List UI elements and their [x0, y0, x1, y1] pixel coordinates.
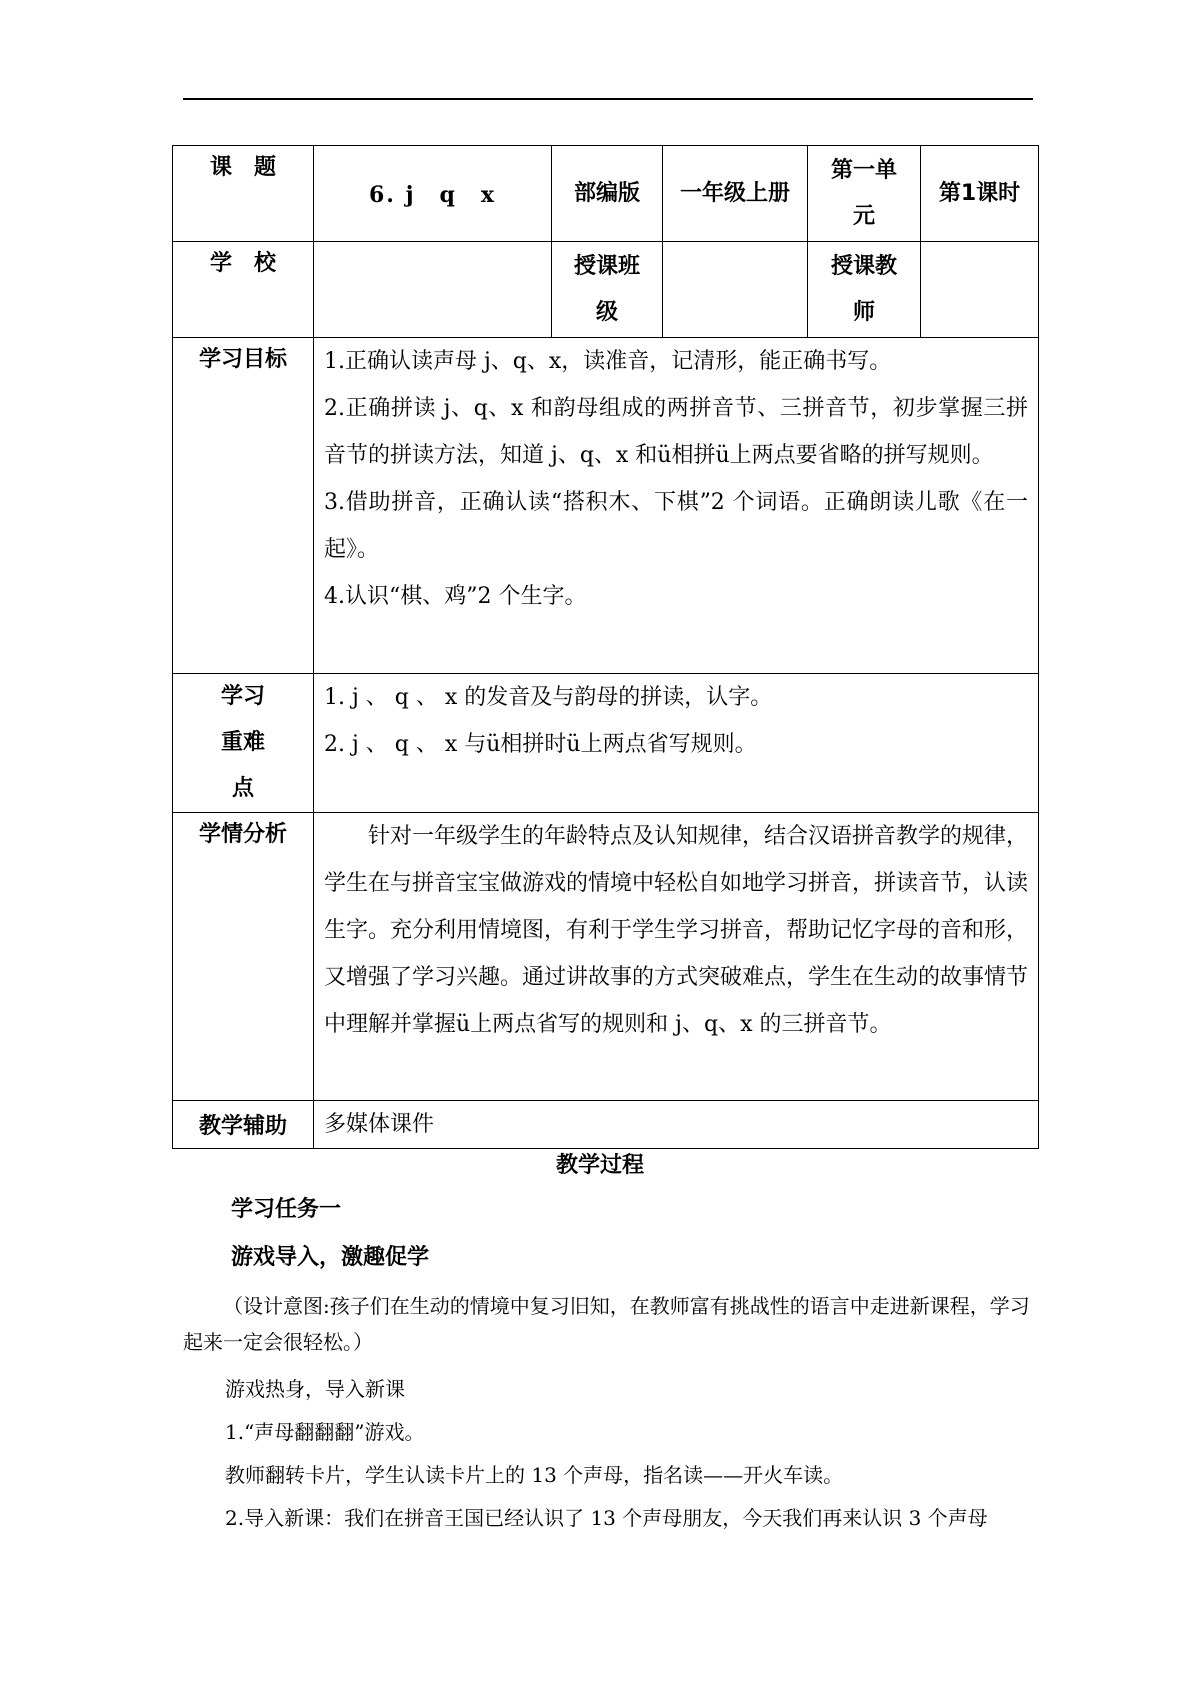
goal-item: 3.借助拼音，正确认读“搭积木、下棋”2 个词语。正确朗读儿歌《在一起》。	[324, 490, 1028, 562]
analysis-text: 针对一年级学生的年龄特点及认知规律，结合汉语拼音教学的规律，学生在与拼音宝宝做游戏的情境中轻松自如地学习拼音，拼读音节，认读生字。充分利用情境图，有利于学生学习拼音，帮助记忆字母的音和形，又增强了学习兴趣。通过讲故事的方式突破难点，学生在生动的故事情节中理解并掌握ü上两点省写的规则和 j、q、x 的三拼音节。	[324, 824, 1029, 1037]
aids-label: 教学辅助	[173, 1101, 314, 1149]
school-value	[314, 242, 552, 338]
aids-row	[173, 1101, 1039, 1149]
process-title: 教学过程	[555, 1153, 644, 1178]
goal-item: 4.认识“棋、鸡”2 个生字。	[324, 584, 587, 609]
step-1-detail: 教师翻转卡片，学生认读卡片上的 13 个声母，指名读——开火车读。	[225, 1463, 844, 1487]
lesson-cell: 第1课时	[921, 146, 1039, 242]
design-intent: （设计意图:孩子们在生动的情境中复习旧知，在教师富有挑战性的语言中走进新课程，学习起来一定会很轻松。）	[183, 1294, 1030, 1354]
key-points-row	[173, 674, 1039, 813]
school-row	[173, 242, 1039, 338]
goals-row	[173, 338, 1039, 674]
step-2: 2.导入新课：我们在拼音王国已经认识了 13 个声母朋友，今天我们再来认识 3 个声母	[225, 1506, 988, 1530]
topic-row	[173, 146, 1039, 242]
unit-cell: 第一单元	[808, 146, 921, 242]
goal-item: 1.正确认读声母 j、q、x，读准音，记清形，能正确书写。	[324, 349, 892, 374]
goals-content	[314, 338, 1039, 674]
grade-cell: 一年级上册	[663, 146, 808, 242]
key-point-item: 1. j 、 q 、 x 的发音及与韵母的拼读，认字。	[324, 685, 773, 710]
class-label: 授课班级	[552, 242, 663, 338]
task-title: 游戏导入，激趣促学	[231, 1245, 430, 1270]
analysis-label: 学情分析	[173, 813, 314, 1101]
top-rule	[183, 98, 1033, 100]
school-label: 学校	[173, 242, 314, 338]
topic-label: 课题	[173, 146, 314, 242]
edition-cell: 部编版	[552, 146, 663, 242]
step-1: 1.“声母翻翻翻”游戏。	[225, 1420, 425, 1444]
lesson-plan-table	[172, 145, 1039, 1149]
key-points-content	[314, 674, 1039, 813]
class-value	[663, 242, 808, 338]
goal-item: 2.正确拼读 j、q、x 和韵母组成的两拼音节、三拼音节，初步掌握三拼音节的拼读方法，知道 j、q、x 和ü相拼ü上两点要省略的拼写规则。	[324, 396, 1028, 468]
topic-value: 6. j q x	[314, 146, 552, 242]
key-point-item: 2. j 、 q 、 x 与ü相拼时ü上两点省写规则。	[324, 732, 757, 757]
teacher-label: 授课教师	[808, 242, 921, 338]
task-heading: 学习任务一	[231, 1197, 342, 1222]
key-points-label: 学习重难点	[173, 674, 314, 813]
goals-label: 学习目标	[173, 338, 314, 674]
aids-value: 多媒体课件	[314, 1101, 1039, 1149]
analysis-content	[314, 813, 1039, 1101]
step-heading: 游戏热身，导入新课	[225, 1377, 405, 1401]
analysis-row	[173, 813, 1039, 1101]
teacher-value	[921, 242, 1039, 338]
